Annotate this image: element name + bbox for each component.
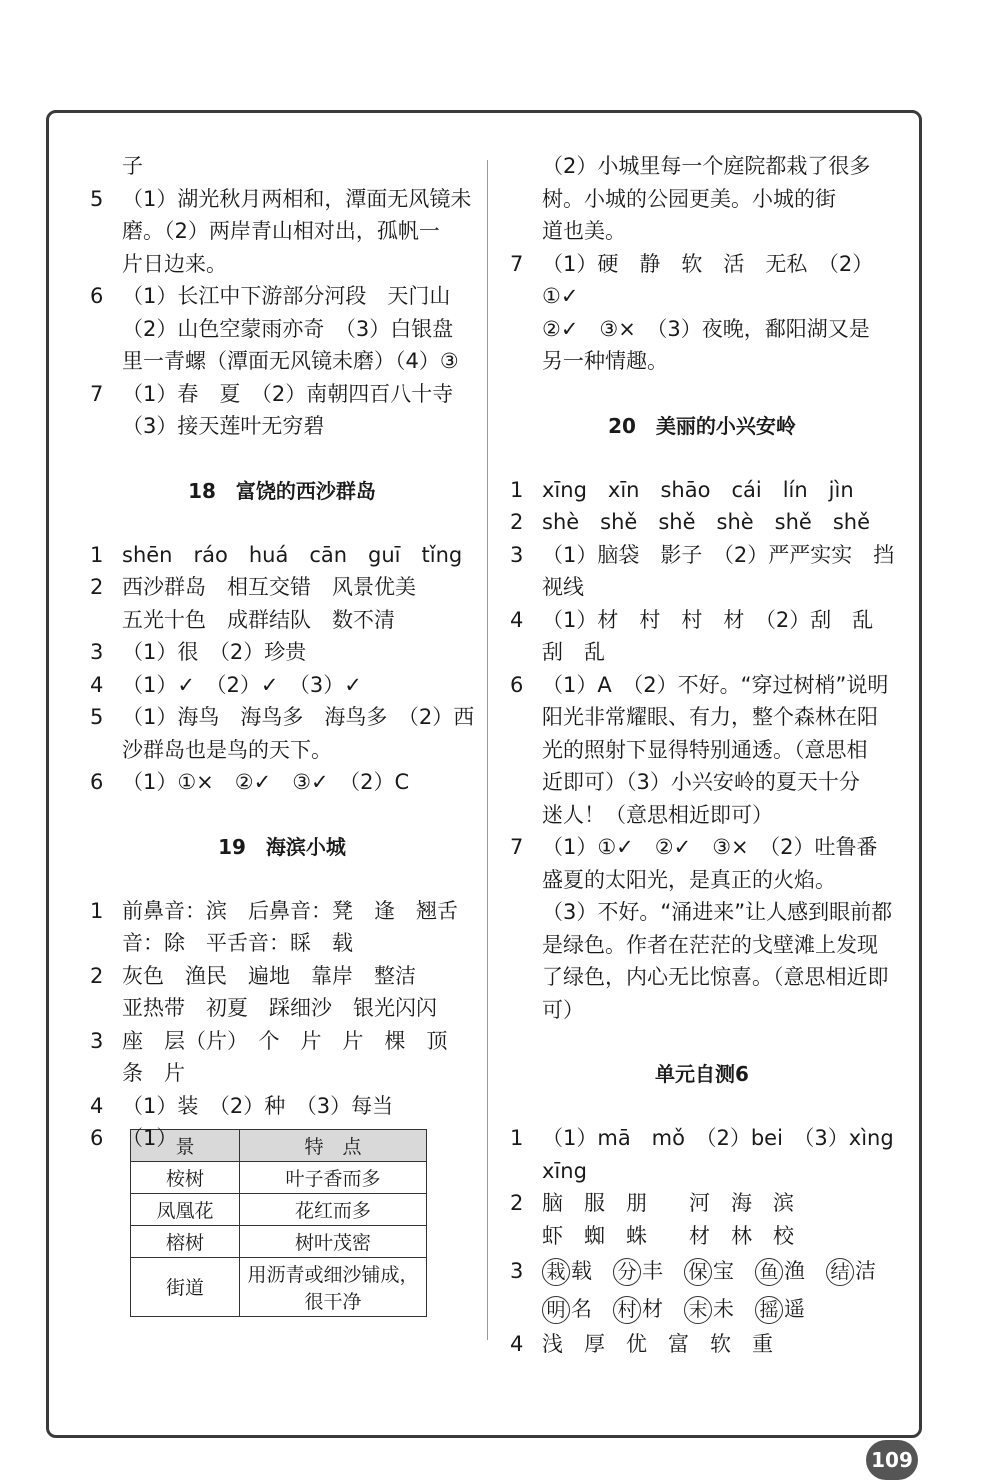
section-heading: 19 海滨小城 bbox=[218, 834, 346, 859]
answer-line bbox=[86, 280, 478, 313]
question-number: 2 bbox=[510, 1191, 524, 1215]
answer-text: 可） bbox=[542, 997, 584, 1022]
plain-char: 洁 bbox=[855, 1259, 876, 1283]
answer-line bbox=[86, 766, 478, 799]
answer-text: 磨。（2）两岸青山相对出，孤帆一 bbox=[122, 219, 440, 243]
answer-text: shè shě shě shè shě shě bbox=[542, 510, 871, 534]
answer-text: 迷人！（意思相近即可） bbox=[542, 802, 773, 827]
spacer bbox=[86, 443, 478, 475]
plain-char: 载 bbox=[571, 1259, 592, 1283]
answer-text: 里一青螺（潭面无风镜未磨）（4）③ bbox=[122, 349, 459, 373]
spacer bbox=[506, 442, 898, 474]
answer-text: 浅 厚 优 富 软 重 bbox=[542, 1332, 773, 1356]
table-header-cell: 特 点 bbox=[240, 1129, 427, 1161]
question-number: 4 bbox=[510, 607, 524, 632]
answer-line bbox=[86, 410, 478, 443]
question-number: 4 bbox=[90, 672, 104, 697]
circled-char: 栽 bbox=[542, 1258, 570, 1286]
question-number bbox=[506, 636, 542, 669]
page-number: 109 bbox=[866, 1440, 918, 1480]
question-number: 1 bbox=[510, 1126, 524, 1150]
answer-line bbox=[86, 604, 478, 637]
answer-text: （1）mā mǒ （2）bei （3）xìng bbox=[542, 1126, 894, 1150]
spacer bbox=[663, 1259, 684, 1283]
plain-char: 未 bbox=[713, 1297, 734, 1321]
circled-char: 明 bbox=[542, 1296, 570, 1324]
question-number bbox=[506, 1290, 542, 1328]
answer-line bbox=[86, 992, 478, 1025]
question-number bbox=[86, 215, 122, 248]
answer-text: （1） bbox=[122, 1126, 178, 1150]
answer-text: 音：除 平舌音：睬 载 bbox=[122, 931, 353, 955]
question-number bbox=[86, 927, 122, 960]
spacer bbox=[506, 378, 898, 410]
table-cell: 桉树 bbox=[131, 1161, 240, 1193]
answer-table-wrap bbox=[130, 1129, 478, 1317]
table-row bbox=[131, 1257, 427, 1316]
answer-line bbox=[86, 734, 478, 767]
table-row bbox=[131, 1193, 427, 1225]
question-number: 6 bbox=[90, 770, 104, 794]
answer-text: 片日边来。 bbox=[122, 251, 227, 276]
answer-text: 道也美。 bbox=[542, 219, 626, 243]
answer-text: （1）湖光秋月两相和，潭面无风镜未 bbox=[122, 186, 472, 211]
answer-line bbox=[506, 1328, 898, 1361]
answer-text bbox=[542, 1290, 898, 1328]
section-heading: 单元自测6 bbox=[655, 1062, 749, 1086]
question-number: 2 bbox=[510, 510, 524, 534]
answer-text: 了绿色，内心无比惊喜。（意思相近即 bbox=[542, 965, 889, 989]
answer-text: 前鼻音：滨 后鼻音：凳 逢 翘舌 bbox=[122, 898, 458, 923]
table-row bbox=[131, 1225, 427, 1257]
answer-line bbox=[506, 571, 898, 604]
question-number bbox=[86, 604, 122, 637]
question-number bbox=[86, 992, 122, 1025]
question-number bbox=[506, 571, 542, 604]
answer-line bbox=[506, 313, 898, 346]
answer-line bbox=[86, 927, 478, 960]
answer-line bbox=[506, 929, 898, 962]
question-number bbox=[506, 701, 542, 734]
question-number bbox=[86, 1057, 122, 1090]
answer-line bbox=[506, 604, 898, 637]
answer-line bbox=[506, 701, 898, 734]
answer-line bbox=[86, 636, 478, 669]
question-number: 3 bbox=[90, 1028, 104, 1053]
answer-text bbox=[542, 1252, 898, 1290]
question-number bbox=[86, 248, 122, 281]
answer-line bbox=[86, 215, 478, 248]
spacer bbox=[592, 1297, 613, 1321]
question-number bbox=[506, 994, 542, 1027]
answer-line bbox=[506, 248, 898, 313]
answer-text: xīng bbox=[542, 1158, 587, 1183]
answer-text: （1）长江中下游部分河段 天门山 bbox=[122, 284, 451, 308]
answer-line bbox=[506, 734, 898, 767]
spacer bbox=[734, 1259, 755, 1283]
answer-text: （1）海鸟 海鸟多 海鸟多 （2）西 bbox=[122, 705, 475, 729]
answer-line bbox=[86, 150, 478, 183]
question-number bbox=[506, 929, 542, 962]
answer-text: 西沙群岛 相互交错 风景优美 bbox=[122, 575, 416, 599]
answer-text: 树。小城的公园更美。小城的街 bbox=[542, 186, 836, 211]
answer-text: （3）不好。“涌进来”让人感到眼前都 bbox=[542, 900, 893, 924]
question-number bbox=[506, 961, 542, 994]
answer-line bbox=[506, 1252, 898, 1290]
table-header-cell: 景 bbox=[131, 1129, 240, 1161]
answer-text: 条 片 bbox=[122, 1061, 185, 1085]
question-number: 6 bbox=[90, 1126, 104, 1150]
answer-line bbox=[86, 1025, 478, 1058]
question-number bbox=[86, 345, 122, 378]
question-number bbox=[506, 864, 542, 897]
answer-line bbox=[506, 215, 898, 248]
answer-line bbox=[506, 1122, 898, 1155]
question-number bbox=[86, 410, 122, 443]
answer-text: （1）装 （2）种 （3）每当 bbox=[122, 1093, 394, 1118]
section-heading: 18 富饶的西沙群岛 bbox=[188, 478, 376, 503]
answer-text: （1）✓ （2）✓ （3）✓ bbox=[122, 672, 362, 697]
answer-line bbox=[506, 961, 898, 994]
question-number: 1 bbox=[510, 477, 524, 502]
answer-text: ②✓ ③× （3）夜晚，鄱阳湖又是 bbox=[542, 316, 870, 341]
answer-text: 沙群岛也是鸟的天下。 bbox=[122, 737, 332, 762]
question-number: 6 bbox=[90, 284, 104, 308]
question-number: 7 bbox=[510, 251, 524, 276]
question-number: 1 bbox=[90, 542, 104, 567]
question-number bbox=[506, 734, 542, 767]
answer-line bbox=[86, 1122, 478, 1155]
answer-line bbox=[506, 1155, 898, 1188]
table-cell: 用沥青或细沙铺成，很干净 bbox=[240, 1257, 427, 1316]
circled-char: 分 bbox=[613, 1258, 641, 1286]
answer-line bbox=[506, 766, 898, 799]
spacer bbox=[86, 863, 478, 895]
table-cell: 榕树 bbox=[131, 1225, 240, 1257]
answer-text: 脑 服 朋 河 海 滨 bbox=[542, 1191, 794, 1215]
spacer bbox=[86, 799, 478, 831]
answer-line bbox=[506, 799, 898, 832]
answer-text: （2）山色空蒙雨亦奇 （3）白银盘 bbox=[122, 316, 454, 341]
answer-line bbox=[506, 896, 898, 929]
question-number bbox=[506, 1220, 542, 1253]
question-number bbox=[506, 313, 542, 346]
answer-text: 近即可）（3）小兴安岭的夏天十分 bbox=[542, 770, 860, 794]
question-number: 1 bbox=[90, 898, 104, 923]
table-cell: 叶子香而多 bbox=[240, 1161, 427, 1193]
circled-char: 摇 bbox=[755, 1296, 783, 1324]
question-number bbox=[86, 150, 122, 183]
circled-char: 村 bbox=[613, 1296, 641, 1324]
answer-line bbox=[506, 183, 898, 216]
question-number: 2 bbox=[90, 575, 104, 599]
answer-line bbox=[506, 150, 898, 183]
question-number bbox=[506, 896, 542, 929]
question-number bbox=[506, 183, 542, 216]
answer-text: 座 层（片） 个 片 片 棵 顶 bbox=[122, 1028, 448, 1053]
plain-char: 名 bbox=[571, 1297, 592, 1321]
question-number: 3 bbox=[510, 1259, 524, 1283]
left-column bbox=[86, 150, 478, 1317]
plain-char: 宝 bbox=[713, 1259, 734, 1283]
answer-text: （1）脑袋 影子 （2）严严实实 挡 bbox=[542, 542, 895, 567]
answer-text: 是绿色。作者在茫茫的戈壁滩上发现 bbox=[542, 932, 878, 957]
question-number bbox=[506, 215, 542, 248]
spacer bbox=[506, 1090, 898, 1122]
answer-text: 另一种情趣。 bbox=[542, 349, 668, 373]
answer-line bbox=[506, 831, 898, 864]
table-cell: 树叶茂密 bbox=[240, 1225, 427, 1257]
answer-line bbox=[86, 701, 478, 734]
answer-line bbox=[506, 994, 898, 1027]
answer-line bbox=[506, 345, 898, 378]
question-number: 7 bbox=[510, 835, 524, 859]
answer-text: 灰色 渔民 遍地 靠岸 整洁 bbox=[122, 963, 416, 988]
answer-text: （1）很 （2）珍贵 bbox=[122, 640, 307, 664]
plain-char: 材 bbox=[642, 1297, 663, 1321]
answer-text: （1）①× ②✓ ③✓ （2）C bbox=[122, 770, 410, 794]
answer-text: xīng xīn shāo cái lín jìn bbox=[542, 477, 854, 502]
answer-line bbox=[506, 669, 898, 702]
answer-text: （1）硬 静 软 活 无私 （2）①✓ bbox=[542, 251, 874, 308]
column-divider bbox=[487, 160, 488, 1340]
question-number bbox=[86, 313, 122, 346]
circled-char: 鱼 bbox=[755, 1258, 783, 1286]
table-cell: 花红而多 bbox=[240, 1193, 427, 1225]
question-number bbox=[506, 345, 542, 378]
answer-text: （1）春 夏 （2）南朝四百八十寺 bbox=[122, 381, 454, 406]
circled-char: 保 bbox=[684, 1258, 712, 1286]
question-number: 3 bbox=[90, 640, 104, 664]
answer-line bbox=[86, 571, 478, 604]
answer-text: 盛夏的太阳光，是真正的火焰。 bbox=[542, 867, 836, 892]
answer-text: 虾 蜘 蛛 材 林 校 bbox=[542, 1223, 794, 1248]
circled-char: 末 bbox=[684, 1296, 712, 1324]
answer-line bbox=[506, 1290, 898, 1328]
answer-line bbox=[86, 539, 478, 572]
answer-line bbox=[86, 313, 478, 346]
question-number: 7 bbox=[90, 381, 104, 406]
plain-char: 丰 bbox=[642, 1259, 663, 1283]
answer-text: （1）①✓ ②✓ ③× （2）吐鲁番 bbox=[542, 835, 878, 859]
circled-char: 结 bbox=[826, 1258, 854, 1286]
right-column bbox=[506, 150, 898, 1361]
table-cell: 凤凰花 bbox=[131, 1193, 240, 1225]
answer-line bbox=[86, 960, 478, 993]
answer-line bbox=[506, 474, 898, 507]
answer-line bbox=[506, 864, 898, 897]
answer-line bbox=[506, 539, 898, 572]
table-cell: 街道 bbox=[131, 1257, 240, 1316]
answer-line bbox=[506, 1187, 898, 1220]
answer-line bbox=[506, 636, 898, 669]
spacer bbox=[592, 1259, 613, 1283]
answer-text: （2）小城里每一个庭院都栽了很多 bbox=[542, 154, 871, 178]
spacer bbox=[805, 1259, 826, 1283]
answer-text: （3）接天莲叶无穷碧 bbox=[122, 414, 325, 438]
answer-line bbox=[86, 183, 478, 216]
question-number bbox=[506, 799, 542, 832]
question-number bbox=[506, 766, 542, 799]
answer-line bbox=[86, 669, 478, 702]
answer-text: 五光十色 成群结队 数不清 bbox=[122, 607, 395, 632]
answer-text: （1）材 村 村 材 （2）刮 乱 bbox=[542, 607, 874, 632]
answer-text: （1）A （2）不好。“穿过树梢”说明 bbox=[542, 672, 889, 697]
answer-text: 子 bbox=[122, 154, 143, 178]
answer-line bbox=[506, 506, 898, 539]
section-heading: 20 美丽的小兴安岭 bbox=[608, 413, 796, 438]
answer-text: shēn ráo huá cān guī tǐng bbox=[122, 542, 463, 567]
spacer bbox=[734, 1297, 755, 1321]
answer-table bbox=[130, 1129, 427, 1317]
answer-text: 亚热带 初夏 踩细沙 银光闪闪 bbox=[122, 996, 437, 1020]
answer-text: 刮 乱 bbox=[542, 640, 605, 664]
question-number: 2 bbox=[90, 963, 104, 988]
table-row bbox=[131, 1161, 427, 1193]
question-number bbox=[506, 150, 542, 183]
question-number: 5 bbox=[90, 186, 104, 211]
plain-char: 渔 bbox=[784, 1259, 805, 1283]
answer-text: 光的照射下显得特别通透。（意思相 bbox=[542, 737, 868, 762]
answer-text: 视线 bbox=[542, 575, 584, 599]
spacer bbox=[663, 1297, 684, 1321]
question-number bbox=[506, 1155, 542, 1188]
spacer bbox=[86, 507, 478, 539]
question-number: 4 bbox=[510, 1332, 524, 1356]
question-number: 3 bbox=[510, 542, 524, 567]
answer-line bbox=[86, 378, 478, 411]
question-number: 5 bbox=[90, 705, 104, 729]
spacer bbox=[506, 1026, 898, 1058]
question-number: 4 bbox=[90, 1093, 104, 1118]
answer-line bbox=[86, 895, 478, 928]
answer-line bbox=[86, 1090, 478, 1123]
answer-line bbox=[86, 1057, 478, 1090]
question-number bbox=[86, 734, 122, 767]
answer-line bbox=[506, 1220, 898, 1253]
plain-char: 遥 bbox=[784, 1297, 805, 1321]
answer-text: 阳光非常耀眼、有力，整个森林在阳 bbox=[542, 705, 878, 729]
answer-line bbox=[86, 345, 478, 378]
answer-line bbox=[86, 248, 478, 281]
question-number: 6 bbox=[510, 672, 524, 697]
